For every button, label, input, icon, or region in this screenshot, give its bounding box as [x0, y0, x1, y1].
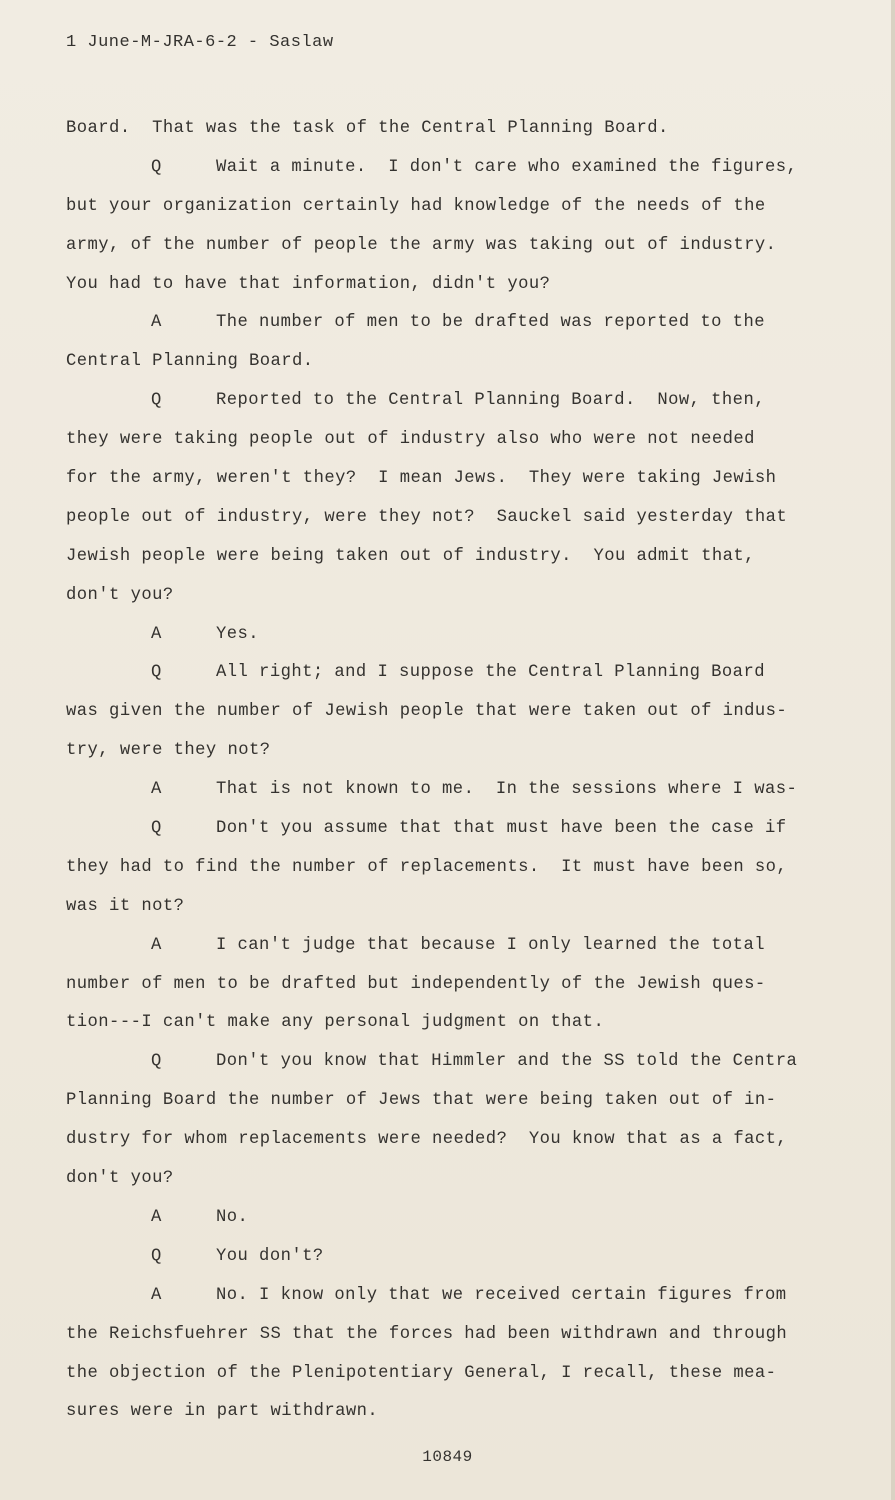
speaker-label: A — [151, 624, 162, 644]
line-text: Jewish people were being taken out of industry. You admit that, — [66, 546, 755, 566]
line-text: the objection of the Plenipotentiary General, I recall, these mea- — [66, 1363, 777, 1383]
line-text: Planning Board the number of Jews that were being taken out of in- — [66, 1091, 777, 1111]
line-text: Yes. — [216, 624, 260, 644]
indent — [66, 654, 151, 693]
transcript-line — [66, 1393, 846, 1432]
line-text: army, of the number of people the army was taking out of industry. — [66, 235, 777, 255]
transcript-line — [66, 732, 846, 771]
speaker-label: A — [151, 780, 162, 800]
line-text: number of men to be drafted but independently of the Jewish ques- — [66, 974, 766, 994]
speaker-label: Q — [151, 1246, 162, 1266]
line-text: try, were they not? — [66, 741, 271, 761]
indent — [66, 382, 151, 421]
transcript-line — [66, 577, 846, 616]
page-header: 1 June-M-JRA-6-2 - Saslaw — [66, 33, 334, 52]
line-text: Central Planning Board. — [66, 352, 314, 372]
indent — [66, 771, 151, 810]
line-text: Board. That was the task of the Central Planning Board. — [66, 119, 669, 138]
indent — [66, 1277, 151, 1316]
transcript-line — [66, 227, 846, 266]
transcript-line — [66, 1043, 846, 1082]
speaker-label: A — [151, 1285, 162, 1305]
line-text: they had to find the number of replacements. It must have been so, — [66, 857, 788, 877]
indent — [66, 810, 151, 849]
transcript-line — [66, 654, 846, 693]
transcript-line — [66, 1277, 846, 1316]
line-text: Don't you assume that that must have been the case if — [216, 819, 787, 839]
indent — [66, 616, 151, 655]
indent — [66, 1238, 151, 1277]
transcript-line — [66, 849, 846, 888]
indent — [66, 1043, 151, 1082]
speaker-label: Q — [151, 663, 162, 683]
transcript-line — [66, 149, 846, 188]
line-text: All right; and I suppose the Central Planning Board — [216, 663, 765, 683]
transcript-line — [66, 927, 846, 966]
transcript-line — [66, 616, 846, 655]
transcript-line — [66, 1238, 846, 1277]
transcript-line — [66, 1121, 846, 1160]
speaker-label: A — [151, 1207, 162, 1227]
line-text: tion---I can't make any personal judgment on that. — [66, 1013, 605, 1033]
speaker-label: Q — [151, 1052, 162, 1072]
transcript-line — [66, 538, 846, 577]
line-text: Don't you know that Himmler and the SS told the Centra — [216, 1052, 798, 1072]
transcript-line — [66, 110, 846, 149]
transcript-line — [66, 693, 846, 732]
paper-edge — [891, 0, 895, 1500]
transcript-line — [66, 266, 846, 305]
indent — [66, 927, 151, 966]
line-text: was given the number of Jewish people that were taken out of indus- — [66, 702, 788, 722]
transcript-line — [66, 810, 846, 849]
line-text: You had to have that information, didn't you? — [66, 274, 551, 294]
transcript-line — [66, 343, 846, 382]
speaker-label: Q — [151, 819, 162, 839]
line-text: You don't? — [216, 1246, 324, 1266]
line-text: for the army, weren't they? I mean Jews. They were taking Jewish — [66, 469, 777, 489]
line-text: but your organization certainly had knowledge of the needs of the — [66, 196, 766, 216]
transcript-line — [66, 888, 846, 927]
transcript-line — [66, 499, 846, 538]
speaker-label: Q — [151, 391, 162, 411]
page-number: 10849 — [422, 1448, 473, 1466]
line-text: don't you? — [66, 1169, 174, 1189]
transcript-line — [66, 304, 846, 343]
line-text: Wait a minute. I don't care who examined the figures, — [216, 157, 798, 177]
indent — [66, 149, 151, 188]
transcript-line — [66, 421, 846, 460]
indent — [66, 1199, 151, 1238]
line-text: they were taking people out of industry also who were not needed — [66, 430, 755, 450]
transcript-line — [66, 771, 846, 810]
line-text: No. I know only that we received certain figures from — [216, 1285, 787, 1305]
transcript-line — [66, 1199, 846, 1238]
line-text: No. — [216, 1207, 249, 1227]
speaker-label: A — [151, 935, 162, 955]
transcript-line — [66, 1082, 846, 1121]
transcript-line — [66, 460, 846, 499]
line-text: Reported to the Central Planning Board. Now, then, — [216, 391, 765, 411]
line-text: was it not? — [66, 896, 185, 916]
transcript-line — [66, 1160, 846, 1199]
transcript-line — [66, 1004, 846, 1043]
line-text: The number of men to be drafted was reported to the — [216, 313, 765, 333]
transcript-line — [66, 1316, 846, 1355]
indent — [66, 304, 151, 343]
transcript-line — [66, 382, 846, 421]
speaker-label: A — [151, 313, 162, 333]
line-text: dustry for whom replacements were needed? You know that as a fact, — [66, 1130, 788, 1150]
line-text: I can't judge that because I only learned the total — [216, 935, 765, 955]
transcript-line — [66, 1355, 846, 1394]
transcript-line — [66, 188, 846, 227]
line-text: That is not known to me. In the sessions where I was- — [216, 780, 798, 800]
line-text: people out of industry, were they not? Sauckel said yesterday that — [66, 507, 788, 527]
transcript-body — [66, 110, 846, 1432]
line-text: sures were in part withdrawn. — [66, 1402, 379, 1422]
transcript-line — [66, 966, 846, 1005]
line-text: don't you? — [66, 585, 174, 605]
line-text: the Reichsfuehrer SS that the forces had been withdrawn and through — [66, 1324, 788, 1344]
speaker-label: Q — [151, 157, 162, 177]
